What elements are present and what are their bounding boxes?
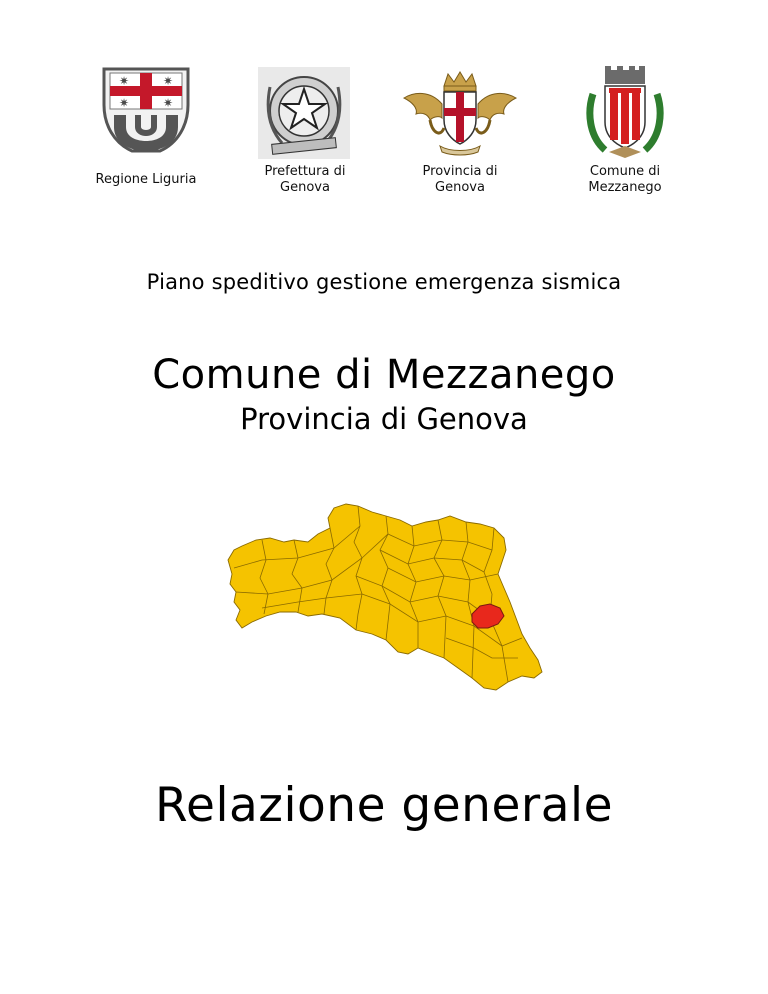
svg-text:✷: ✷: [118, 96, 130, 110]
regione-liguria-caption: Regione Liguria: [95, 172, 197, 187]
province-subtitle: Provincia di Genova: [240, 402, 528, 436]
svg-text:✷: ✷: [162, 96, 174, 110]
prefettura-logo: [258, 67, 350, 159]
plan-subtitle: Piano speditivo gestione emergenza sismica: [146, 270, 622, 294]
provincia-genova-coat-of-arms-icon: [400, 68, 520, 158]
prefettura-caption: Prefettura di Genova: [264, 164, 346, 195]
svg-text:✷: ✷: [118, 74, 130, 88]
comune-mezzanego-logo: [583, 66, 667, 162]
province-map: [222, 498, 552, 698]
regione-liguria-coat-of-arms-icon: [100, 65, 192, 160]
province-genova-map-icon: [222, 498, 552, 698]
svg-text:✷: ✷: [162, 74, 174, 88]
comune-mezzanego-coat-of-arms-icon: [583, 66, 667, 162]
italian-republic-emblem-icon: [258, 67, 350, 159]
province-shape: [228, 504, 542, 690]
comune-mezzanego-caption: Comune di Mezzanego: [588, 164, 662, 195]
provincia-genova-caption: Provincia di Genova: [422, 164, 498, 195]
page-title: Comune di Mezzanego: [152, 352, 616, 398]
document-title: Relazione generale: [154, 778, 613, 833]
regione-liguria-logo: [100, 65, 192, 160]
provincia-genova-logo: [400, 68, 520, 158]
